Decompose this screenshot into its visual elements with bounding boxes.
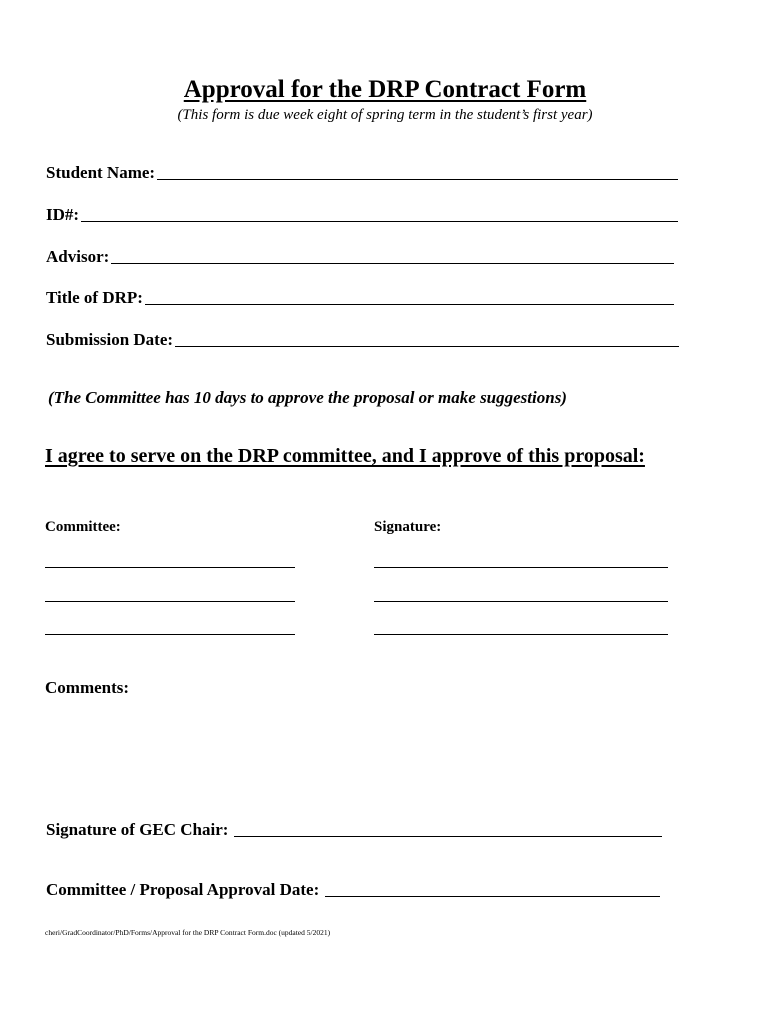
committee-member-line-3[interactable] — [45, 634, 295, 635]
committee-note: (The Committee has 10 days to approve the proposal or make suggestions) — [48, 388, 567, 407]
approval-date-field[interactable] — [46, 880, 660, 900]
student-name-label: Student Name: — [46, 163, 156, 182]
title-of-drp-label: Title of DRP: — [46, 288, 143, 307]
form-title: Approval for the DRP Contract Form — [183, 76, 587, 103]
form-subtitle: (This form is due week eight of spring term in the student’s first year) — [177, 107, 593, 123]
gec-chair-label: Signature of GEC Chair: — [46, 820, 229, 839]
id-line[interactable] — [81, 220, 678, 222]
approval-date-line[interactable] — [325, 895, 660, 897]
advisor-line[interactable] — [111, 262, 674, 264]
id-label: ID#: — [46, 205, 80, 224]
submission-date-field[interactable] — [46, 330, 679, 350]
advisor-label: Advisor: — [46, 247, 110, 266]
agreement-heading: I agree to serve on the DRP committee, and I approve of this proposal: — [45, 445, 645, 467]
signature-header: Signature: — [374, 519, 442, 535]
submission-date-line[interactable] — [175, 345, 679, 347]
signature-line-2[interactable] — [374, 601, 668, 602]
student-name-field[interactable] — [46, 163, 678, 183]
advisor-field[interactable] — [46, 247, 674, 267]
signature-line-1[interactable] — [374, 567, 668, 568]
title-of-drp-line[interactable] — [145, 303, 674, 305]
signature-line-3[interactable] — [374, 634, 668, 635]
committee-member-line-1[interactable] — [45, 567, 295, 568]
footer-file-path: cheri/GradCoordinator/PhD/Forms/Approval for the DRP Contract Form.doc (updated 5/2021) — [45, 928, 331, 937]
comments-label: Comments: — [45, 678, 130, 697]
submission-date-label: Submission Date: — [46, 330, 174, 349]
approval-date-label: Committee / Proposal Approval Date: — [46, 880, 320, 899]
title-of-drp-field[interactable] — [46, 288, 674, 308]
gec-chair-signature-line[interactable] — [234, 835, 662, 837]
gec-chair-signature-field[interactable] — [46, 820, 662, 840]
id-field[interactable] — [46, 205, 678, 225]
committee-header: Committee: — [45, 519, 121, 535]
student-name-line[interactable] — [157, 178, 678, 180]
committee-member-line-2[interactable] — [45, 601, 295, 602]
